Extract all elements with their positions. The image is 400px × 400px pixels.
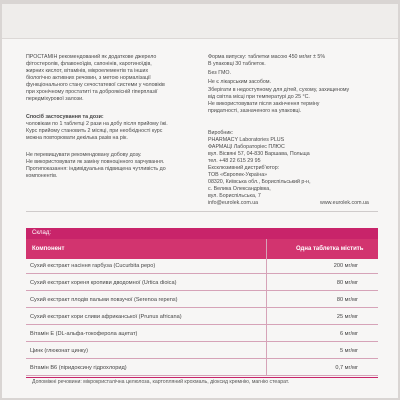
- table-row: [26, 293, 378, 308]
- form-line: Форма випуску: таблетки масою 450 мг/мг ± 5%: [208, 54, 326, 60]
- divider: [26, 211, 378, 212]
- table-row: [26, 344, 378, 359]
- manufacturer-line: Виробник:: [208, 130, 234, 136]
- column-divider: [266, 239, 267, 376]
- table-caption: Склад:: [32, 230, 52, 236]
- warning-line: Протипоказання: індивідуальна підвищена чутливість до: [26, 166, 166, 172]
- manufacturer-line: вул. Вісвяні 57, 04-830 Варшава, Польща: [208, 151, 310, 157]
- warning-line: компонентів.: [26, 173, 58, 179]
- table-row: [26, 259, 378, 274]
- table-header: [26, 239, 378, 259]
- warning-line: Не використовувати як заміну повноцінного харчування.: [26, 159, 165, 165]
- component-dose: 80 мг/мг: [336, 280, 358, 286]
- description-line: біологічно активних речовин, з метою нормалізації: [26, 75, 151, 81]
- table-footer: [26, 377, 378, 388]
- description-line: ПРОСТАМІН рекомендований як додаткове джерело: [26, 54, 157, 60]
- component-dose: 200 мг/мг: [333, 263, 358, 269]
- warning-line: Не перевищувати рекомендовану добову дозу.: [26, 152, 142, 158]
- manufacturer-email: info@eurolek.com.ua: [208, 200, 259, 206]
- manufacturer-line: ТОВ «Європек-Україна»: [208, 172, 268, 178]
- description-line: при хронічному простатиті та доброякісній гіперплазії: [26, 89, 158, 95]
- column-header-component: Компонент: [32, 246, 65, 252]
- manufacturer-line: ФАРМАЦІ Лабораторіес ПЛЮС: [208, 144, 285, 150]
- component-dose: 6 мг/мг: [340, 331, 358, 337]
- form-line: Не використовувати після закінчення терміну: [208, 101, 320, 107]
- table-caption-band: [26, 228, 378, 239]
- component-dose: 25 мг/мг: [336, 314, 358, 320]
- column-header-dose: Одна таблетка містить: [296, 246, 364, 252]
- manufacturer-line: PHARMACY Laboratories PLUS: [208, 137, 285, 143]
- excipients-text: Допоміжні речовини: мікрокристалічна целюлоза, картопляний крохмаль, діоксид кремнію, магнію стеарат.: [32, 379, 290, 385]
- website-link: www.eurolek.com.ua: [320, 200, 369, 206]
- usage-title: Спосіб застосування та дози:: [26, 114, 104, 120]
- component-dose: 80 мг/мг: [336, 297, 358, 303]
- table-row: [26, 361, 378, 376]
- manufacturer-line: тел. +48 22 615 29 95: [208, 158, 261, 164]
- component-name: Сухий екстракт кореня кропиви дводомної (Urtica dioica): [30, 280, 177, 286]
- manufacturer-line: Ексклюзивний дистриб'ютор:: [208, 165, 280, 171]
- table-row: [26, 276, 378, 291]
- component-name: Сухий екстракт насіння гарбуза (Cucurbita pepo): [30, 263, 156, 269]
- component-name: Цинк (глюконат цинку): [30, 348, 88, 354]
- description-line: передміхурової залози.: [26, 96, 84, 102]
- description-line: жирних кислот, вітамінів, мікроелементів та інших: [26, 68, 149, 74]
- table-row: [26, 310, 378, 325]
- manufacturer-line: вул. Бориспільська, 7: [208, 193, 261, 199]
- usage-line: чоловікам по 1 таблетці 2 рази на добу після прийому їжі.: [26, 121, 168, 127]
- form-line: Не є лікарським засобом.: [208, 79, 271, 85]
- component-dose: 0,7 мг/мг: [335, 365, 358, 371]
- component-name: Сухий екстракт кори сливи африканської (Prunus africana): [30, 314, 182, 320]
- form-line: придатності, зазначеного на упаковці.: [208, 108, 302, 114]
- description-line: фітостеролів, флавоноїдів, сапонінів, каротиноїдів,: [26, 61, 152, 67]
- form-line: Зберігати в недоступному для дітей, сухому, захищеному: [208, 87, 350, 93]
- description-line: функціонального стану сечостатевої системи у чоловіків: [26, 82, 165, 88]
- manufacturer-line: с. Велика Олександрівка,: [208, 186, 271, 192]
- component-name: Сухий екстракт плодів пальми повзучої (Serenoa repens): [30, 297, 178, 303]
- form-line: В упаковці 30 таблеток.: [208, 61, 266, 67]
- form-line: Без ГМО.: [208, 70, 231, 76]
- usage-line: Курс прийому становить 2 місяці, при необхідності курс: [26, 128, 163, 134]
- table-row: [26, 327, 378, 342]
- package-top-flap: [2, 4, 398, 39]
- usage-line: можна повторювати декілька разів на рік.: [26, 135, 128, 141]
- component-name: Вітамін В6 (піридоксину гідрохлорид): [30, 365, 127, 371]
- component-dose: 5 мг/мг: [340, 348, 358, 354]
- form-line: від світла місці при температурі до 25 °С.: [208, 94, 310, 100]
- manufacturer-line: 08320, Київська обл., Бориспільський р-н,: [208, 179, 311, 185]
- component-name: Вітамін Е (DL-альфа-токоферола ацетат): [30, 331, 138, 337]
